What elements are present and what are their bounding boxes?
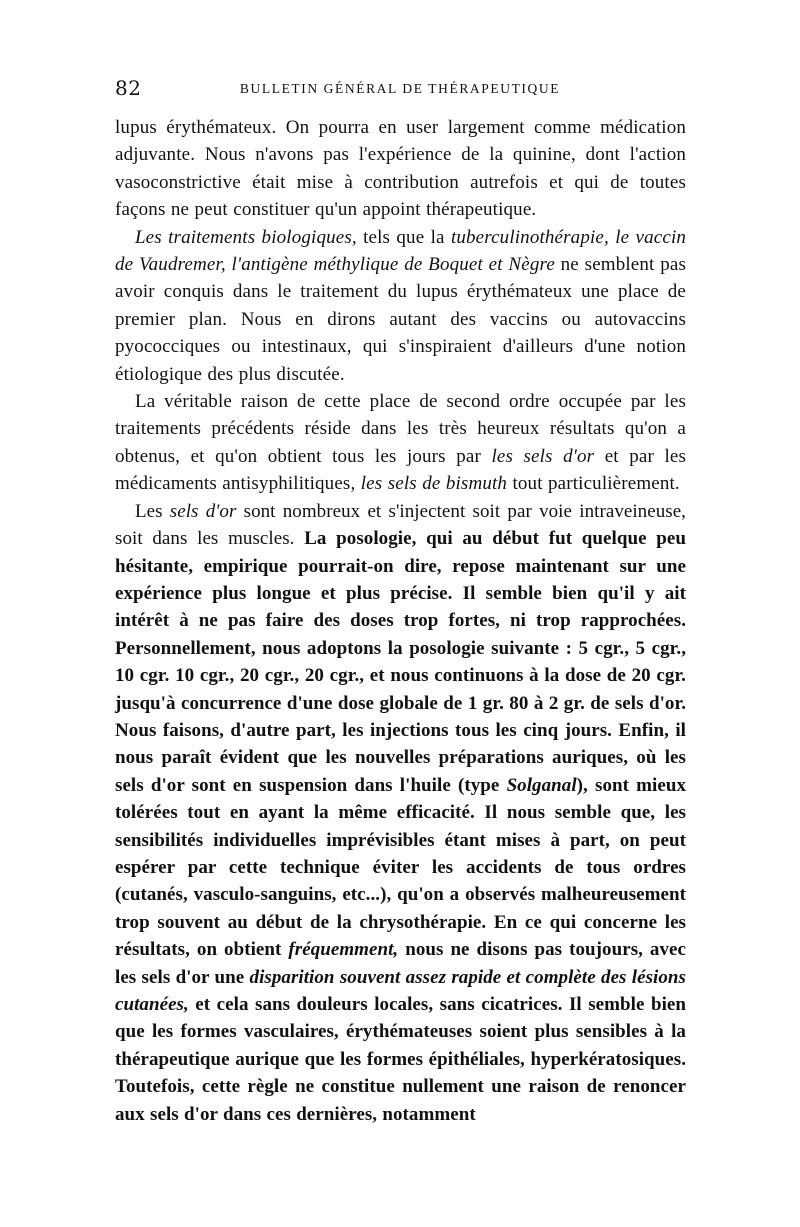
italic-run: Les traitements biologiques, (134, 226, 357, 248)
text-run: tout particulièrement. (507, 473, 680, 495)
bold-run: nous ne disons pas toujours, avec les sels d'or une (115, 939, 686, 988)
text-run: ne semblent pas avoir conquis dans le traitement du lupus érythémateux une place de premier plan. Nous en dirons autant des vaccins ou autovaccins pyococciques ou intestinaux, qui s'inspiraient d'ailleurs d'une notion étiologique des plus discutée. (115, 254, 686, 385)
paragraph-gold-salts (115, 498, 686, 1128)
bold-italic-run: Solganal (506, 774, 577, 796)
journal-title: BULLETIN GÉNÉRAL DE THÉRAPEUTIQUE (239, 81, 561, 96)
text-run: La véritable raison de cette place de second ordre occupée par les traitements précédents réside dans les très heureux résultats qu'on a obtenus, et qu'on obtient tous les jours par (115, 391, 686, 467)
page-number: 82 (115, 76, 142, 100)
bold-run: La posologie, qui au début fut quelque peu hésitante, empirique pourrait-on dire, repose maintenant sur une expérience plus longue et plus précise. Il semble bien qu'il y ait intérêt à ne pas faire des doses trop fortes, ni trop rapprochées. Personnellement, nous adoptons la posologie suivante : 5 cgr., 5 cgr., 10 cgr. 10 cgr., 20 cgr., 20 cgr., et nous continuons à la dose de 20 cgr. jusqu'à concurrence d'une dose globale de 1 gr. 80 à 2 gr. de sels d'or. Nous faisons, d'autre part, les injections tous les cinq jours. Enfin, il nous paraît évident que les nouvelles préparations auriques, où les sels d'or sont en suspension dans l'huile (type (115, 528, 686, 796)
text-run: sont nombreux et s'injectent soit par voie intraveineuse, soit dans les muscles. (115, 500, 686, 550)
text-run: lupus érythémateux. On pourra en user largement comme médication adjuvante. Nous n'avons pas l'expérience de la quinine, dont l'action vasoconstrictive était mise à contribution autrefois et qui de toutes façons ne peut constituer qu'un appoint thérapeutique. (115, 117, 686, 221)
paragraph-second-order-place (115, 388, 686, 498)
italic-run: sels d'or (169, 500, 237, 522)
bold-italic-run: fréquemment, (288, 939, 399, 961)
text-run: et par les médicaments antisyphilitiques, (115, 445, 686, 495)
text-run: tels que la (356, 226, 451, 248)
running-head (115, 76, 685, 100)
text-run: Les (134, 500, 170, 522)
italic-run: les sels d'or (491, 445, 595, 467)
paragraph-biological-treatments (115, 224, 686, 388)
bold-run: ), sont mieux tolérées tout en ayant la même efficacité. Il nous semble que, les sensibilités individuelles imprévisibles étant mises à part, on peut espérer par cette technique éviter les accidents de tous ordres (cutanés, vasculo-sanguins, etc...), qu'on a observés malheureusement trop souvent au début de la chrysothérapie. En ce qui concerne les résultats, on obtient (115, 774, 687, 961)
bold-run: et cela sans douleurs locales, sans cicatrices. Il semble bien que les formes vasculaires, érythémateuses soient plus sensibles à la thérapeutique aurique que les formes épithéliales, hyperkératosiques. Toutefois, cette règle ne constitue nullement une raison de renoncer aux sels d'or dans ces dernières, notamment (115, 994, 686, 1125)
paragraph-quinine (115, 114, 686, 224)
italic-run: tuberculinothérapie, le vaccin de Vaudremer, l'antigène méthylique de Boquet et Nègre (115, 226, 687, 276)
italic-run: les sels de bismuth (360, 473, 508, 495)
bold-italic-run: disparition souvent assez rapide et complète des lésions cutanées, (115, 966, 686, 1015)
body-text (115, 114, 686, 1128)
